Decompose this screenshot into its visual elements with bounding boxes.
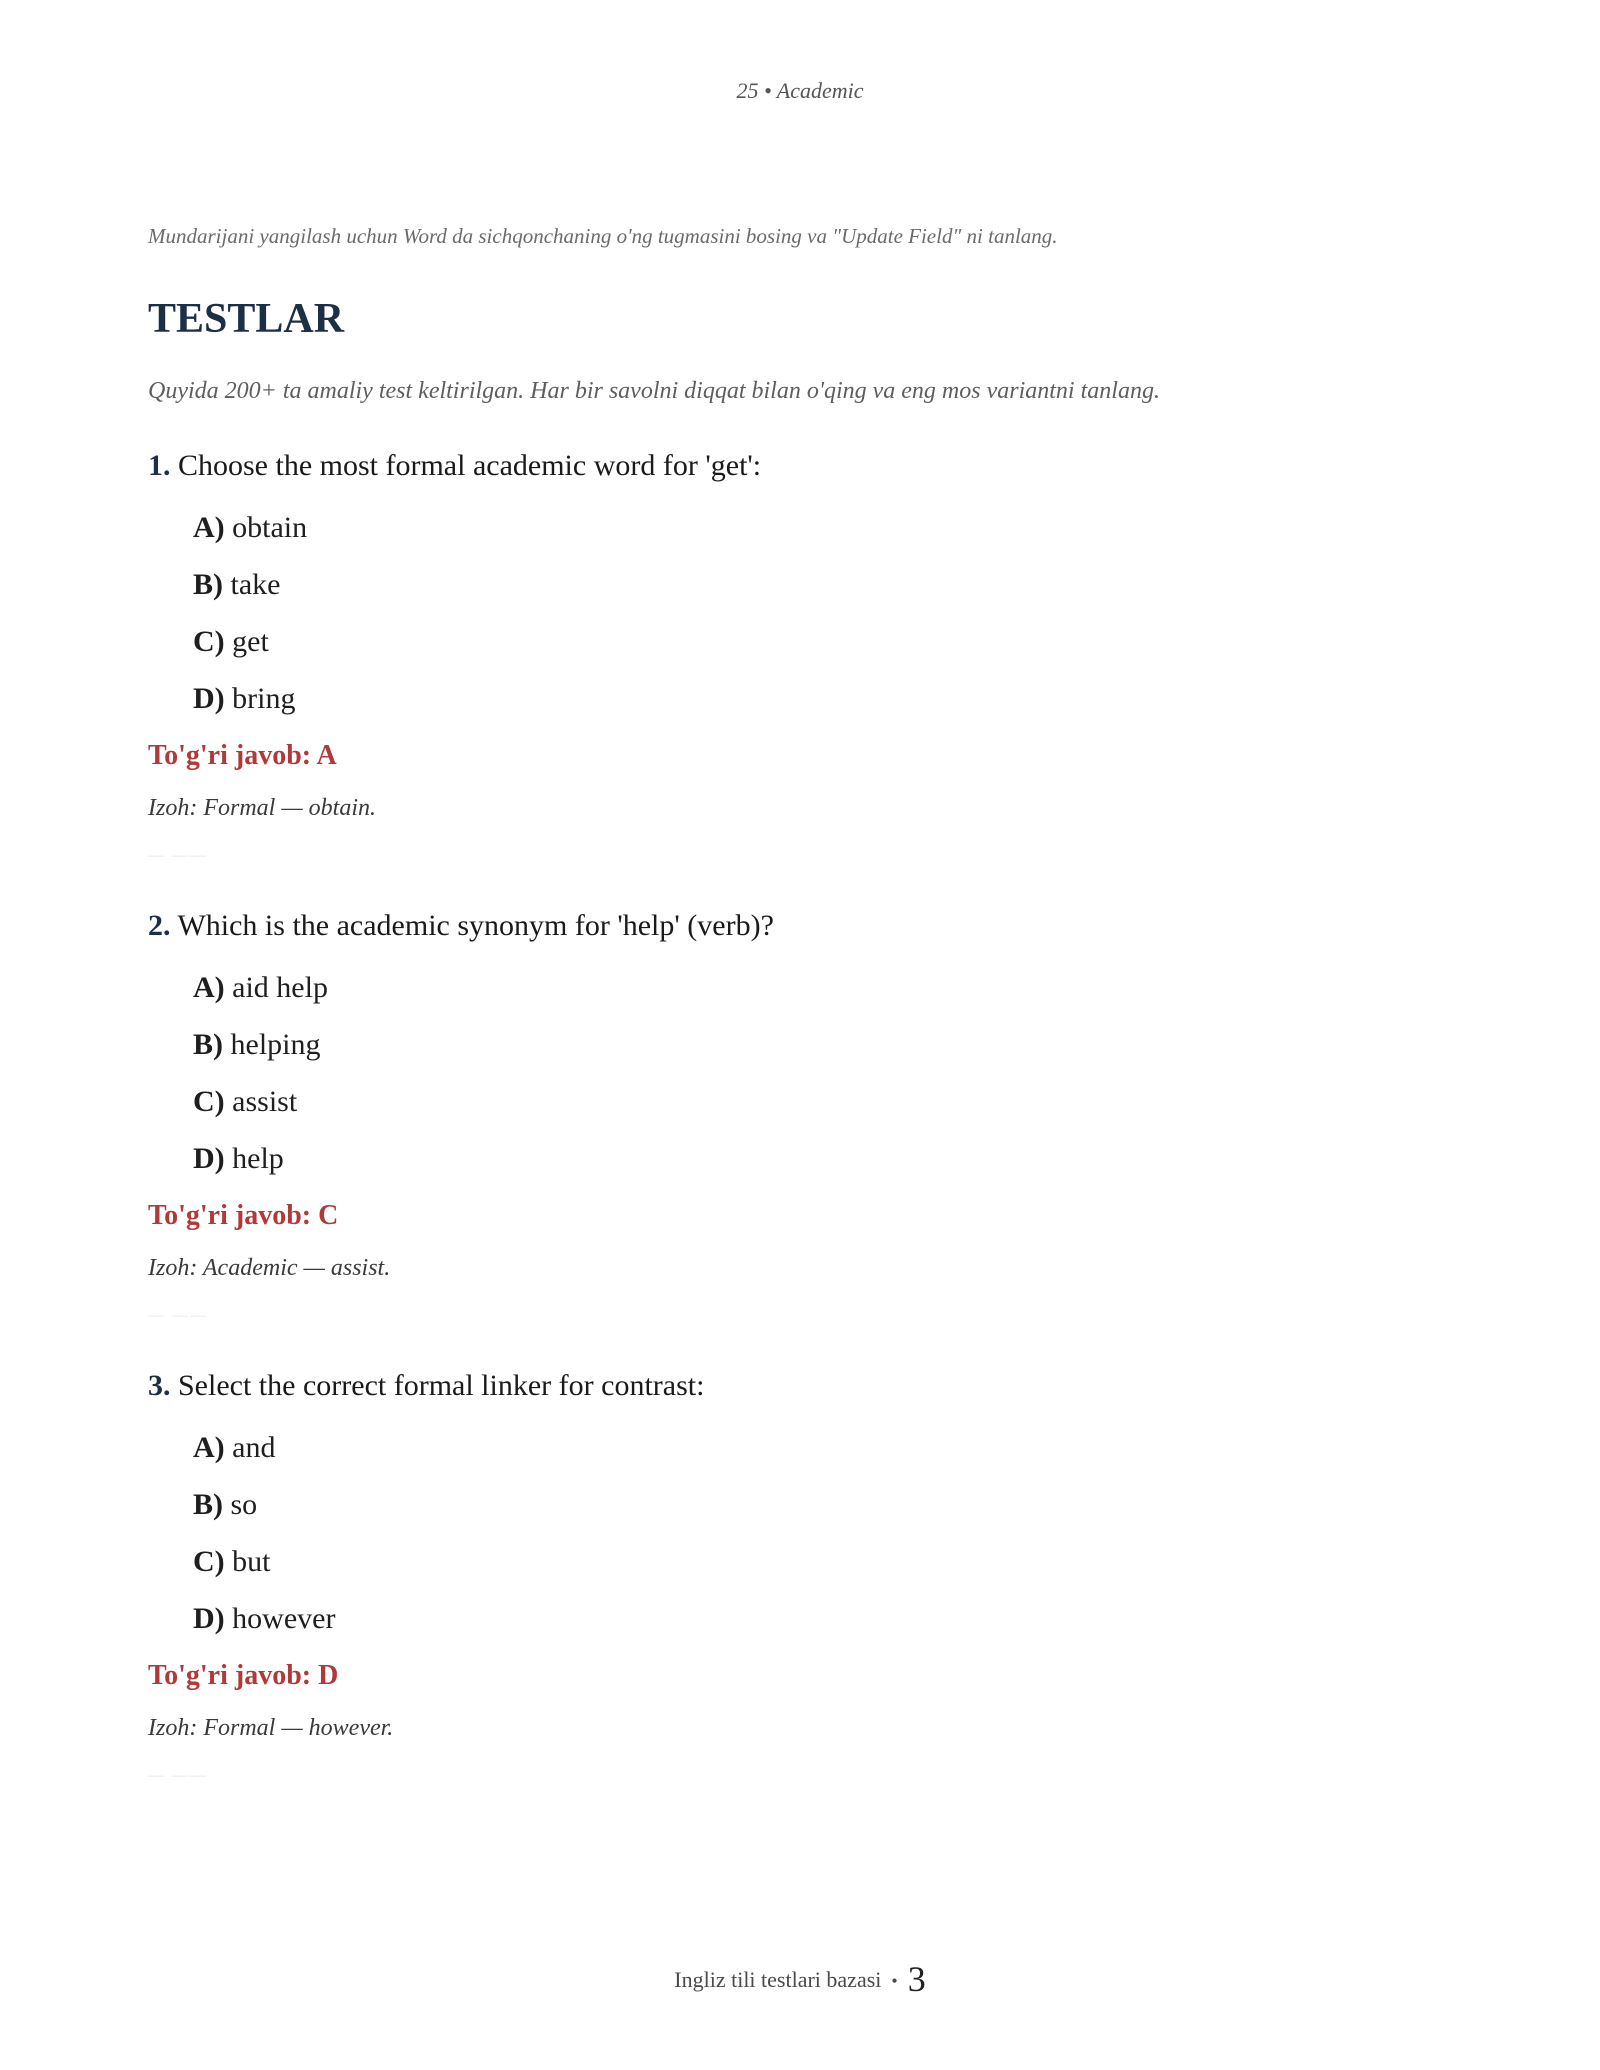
explanation: Izoh: Formal — obtain.: [148, 795, 376, 821]
option-text: and: [232, 1431, 276, 1464]
page-content: [148, 220, 1448, 1826]
option-list: [193, 968, 1448, 1179]
option-b: [193, 565, 1448, 605]
option-letter: B): [193, 1028, 223, 1061]
question-text: [148, 446, 1448, 486]
option-c: [193, 1082, 1448, 1122]
footer-separator: •: [891, 1971, 898, 1991]
option-d: [193, 679, 1448, 719]
option-c: [193, 1542, 1448, 1582]
option-b: [193, 1485, 1448, 1525]
option-text: bring: [232, 682, 296, 715]
question-divider: — ——: [148, 1767, 208, 1784]
option-text: get: [232, 625, 269, 658]
option-d: [193, 1139, 1448, 1179]
question-2: [148, 906, 1448, 1326]
option-letter: A): [193, 1431, 225, 1464]
explanation: Izoh: Formal — however.: [148, 1715, 394, 1741]
explanation: Izoh: Academic — assist.: [148, 1255, 391, 1281]
question-divider: — ——: [148, 1307, 208, 1324]
option-text: but: [232, 1545, 271, 1578]
question-prompt: Choose the most formal academic word for 'get':: [178, 449, 762, 482]
option-letter: D): [193, 1142, 225, 1175]
page-number: 3: [907, 1959, 926, 1999]
option-text: helping: [230, 1028, 321, 1061]
question-text: [148, 906, 1448, 946]
question-1: [148, 446, 1448, 866]
option-letter: C): [193, 1085, 225, 1118]
correct-answer: To'g'ri javob: D: [148, 1660, 339, 1691]
option-a: [193, 968, 1448, 1008]
option-letter: C): [193, 625, 225, 658]
option-text: help: [232, 1142, 284, 1175]
option-text: take: [230, 568, 281, 601]
question-prompt: Which is the academic synonym for 'help' (verb)?: [177, 909, 774, 942]
running-header: 25 • Academic: [736, 78, 864, 103]
correct-answer: To'g'ri javob: C: [148, 1200, 339, 1231]
option-b: [193, 1025, 1448, 1065]
toc-update-note: Mundarijani yangilash uchun Word da sichqonchaning o'ng tugmasini bosing va "Update Field" ni tanlang.: [148, 224, 1058, 248]
option-text: however: [232, 1602, 336, 1635]
option-a: [193, 508, 1448, 548]
option-text: aid help: [232, 971, 328, 1004]
option-letter: A): [193, 511, 225, 544]
option-text: so: [230, 1488, 258, 1521]
question-divider: — ——: [148, 847, 208, 864]
question-number: 1.: [148, 449, 171, 482]
section-title: TESTLAR: [148, 296, 345, 342]
question-number: 3.: [148, 1369, 171, 1402]
question-text: [148, 1366, 1448, 1406]
option-letter: B): [193, 568, 223, 601]
question-prompt: Select the correct formal linker for contrast:: [178, 1369, 705, 1402]
option-letter: A): [193, 971, 225, 1004]
question-number: 2.: [148, 909, 171, 942]
option-letter: D): [193, 682, 225, 715]
option-c: [193, 622, 1448, 662]
option-a: [193, 1428, 1448, 1468]
option-list: [193, 1428, 1448, 1639]
correct-answer: To'g'ri javob: A: [148, 740, 337, 771]
footer-book-title: Ingliz tili testlari bazasi: [674, 1967, 882, 1992]
option-letter: B): [193, 1488, 223, 1521]
option-text: assist: [232, 1085, 298, 1118]
option-d: [193, 1599, 1448, 1639]
option-letter: D): [193, 1602, 225, 1635]
option-list: [193, 508, 1448, 719]
section-intro: Quyida 200+ ta amaliy test keltirilgan. Har bir savolni diqqat bilan o'qing va eng mos variantni tanlang.: [148, 378, 1160, 404]
running-footer: [0, 1958, 1600, 2000]
option-text: obtain: [232, 511, 308, 544]
question-3: [148, 1366, 1448, 1786]
option-letter: C): [193, 1545, 225, 1578]
